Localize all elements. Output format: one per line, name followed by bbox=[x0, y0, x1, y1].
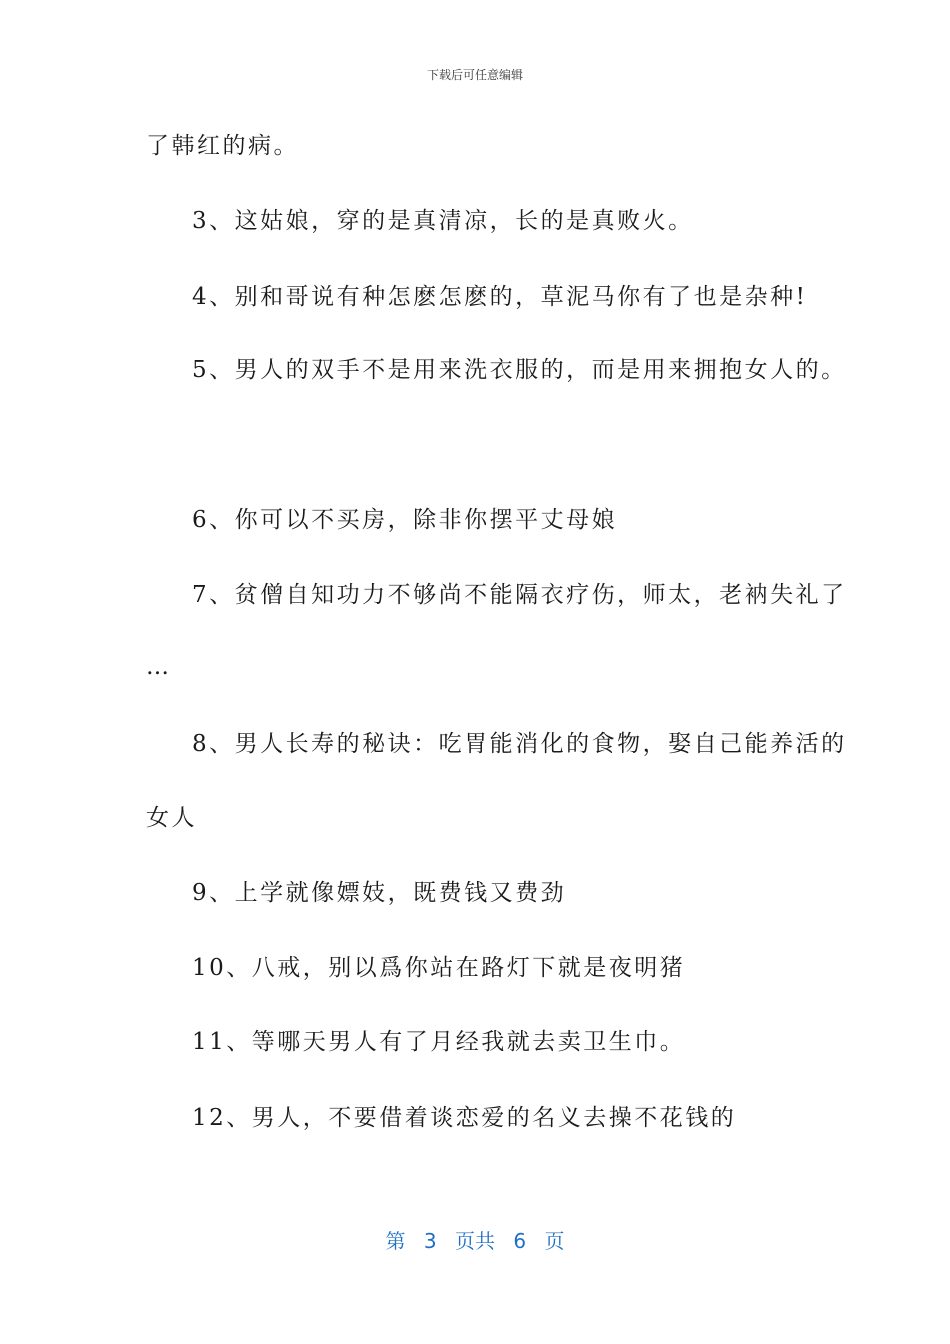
text-line-7: 7、贫僧自知功力不够尚不能隔衣疗伤，师太，老衲失礼了 bbox=[192, 582, 847, 608]
text-line-9: 9、上学就像嫖妓，既费钱又费劲 bbox=[192, 880, 567, 906]
footer-suffix: 页 bbox=[544, 1229, 565, 1253]
total-page-count: 6 bbox=[513, 1229, 527, 1253]
text-line-8: 8、男人长寿的秘诀：吃胃能消化的食物，娶自己能养活的 bbox=[192, 731, 847, 757]
text-line-12: 12、男人，不要借着谈恋爱的名义去操不花钱的 bbox=[192, 1105, 737, 1131]
page-header: 下载后可任意编辑 bbox=[426, 68, 523, 82]
footer-middle: 页共 bbox=[455, 1229, 495, 1253]
text-line-continuation: 了韩红的病。 bbox=[146, 133, 299, 159]
current-page-number: 3 bbox=[423, 1229, 437, 1253]
text-line-10: 10、八戒，别以爲你站在路灯下就是夜明猪 bbox=[192, 955, 686, 981]
footer-prefix: 第 bbox=[385, 1229, 406, 1253]
text-line-8-continuation: 女人 bbox=[146, 805, 197, 831]
text-line-7-continuation: … bbox=[146, 654, 172, 680]
page-footer bbox=[0, 1225, 950, 1254]
text-line-11: 11、等哪天男人有了月经我就去卖卫生巾。 bbox=[192, 1029, 686, 1055]
text-line-4: 4、别和哥说有种怎麽怎麽的，草泥马你有了也是杂种! bbox=[192, 284, 808, 310]
text-line-5: 5、男人的双手不是用来洗衣服的，而是用来拥抱女人的。 bbox=[192, 357, 847, 383]
text-line-3: 3、这姑娘，穿的是真清凉，长的是真败火。 bbox=[192, 208, 694, 234]
text-line-6: 6、你可以不买房，除非你摆平丈母娘 bbox=[192, 507, 618, 533]
